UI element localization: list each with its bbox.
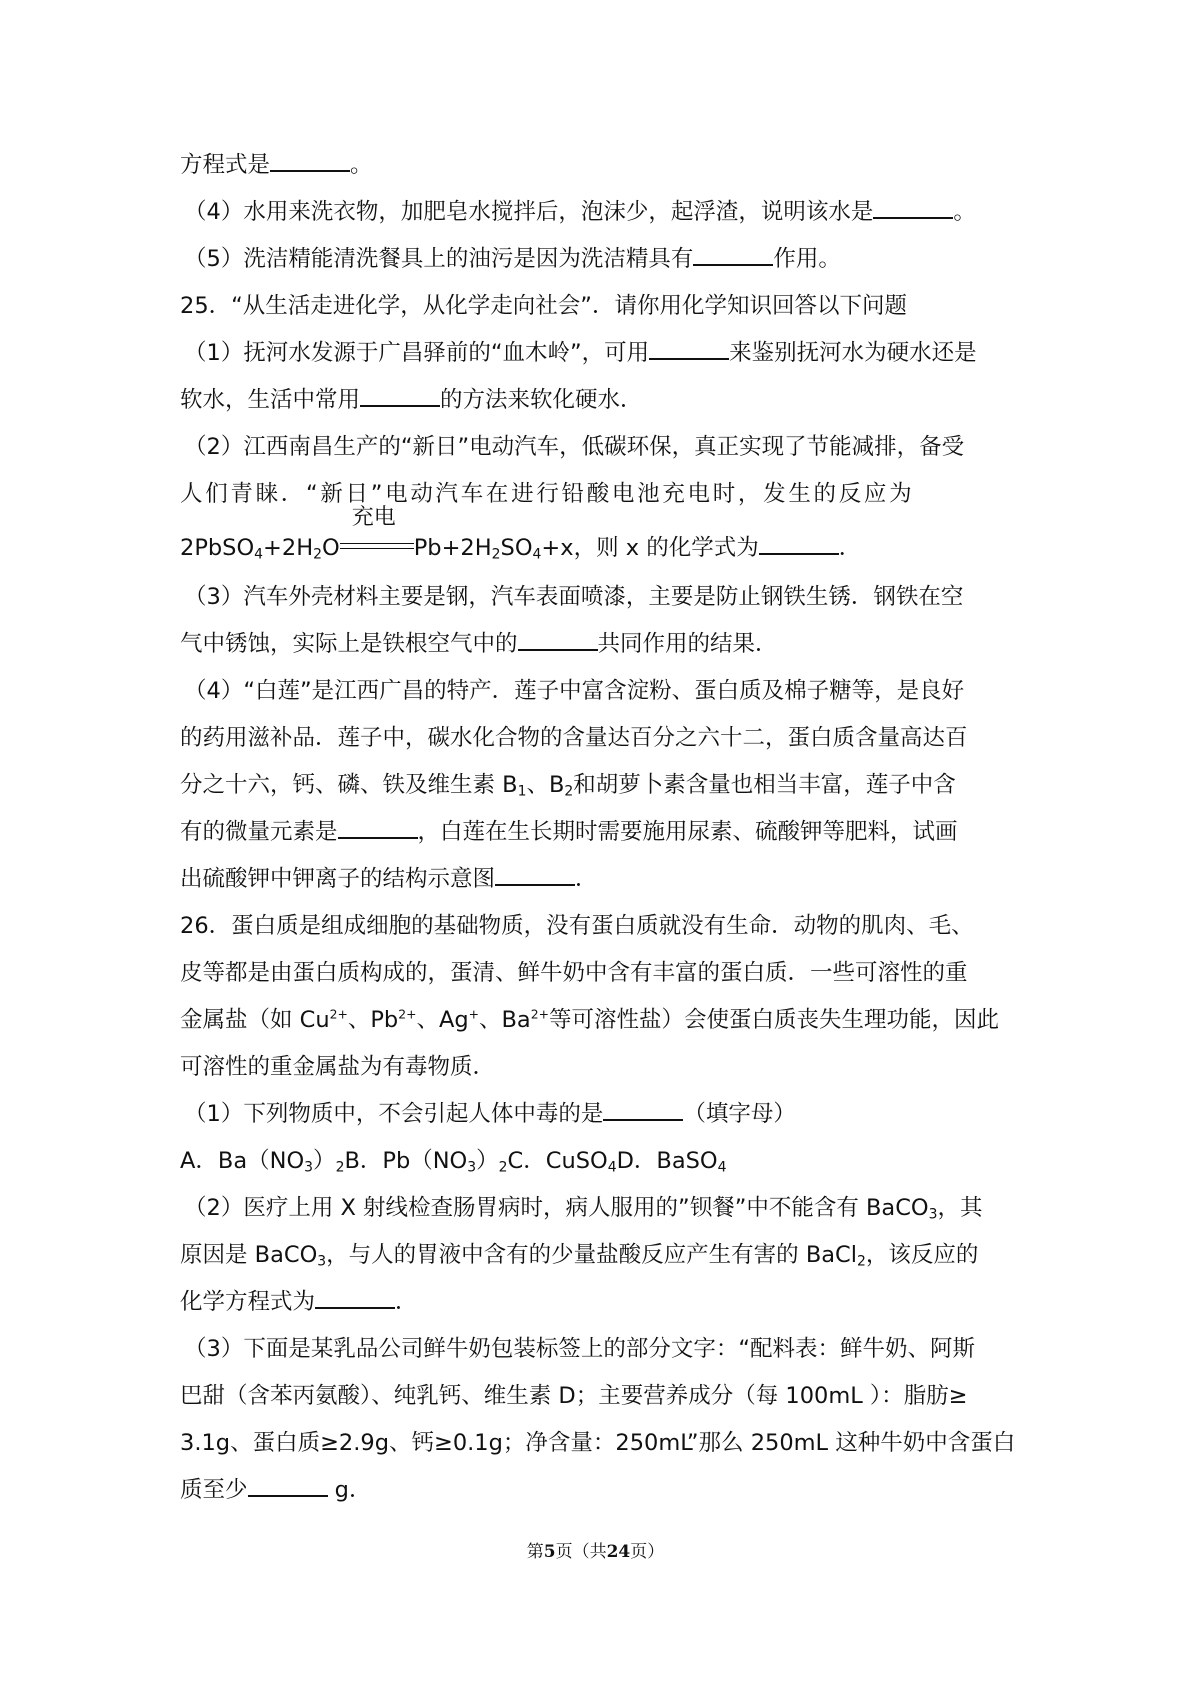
q26-part2: （2）医疗上用 X 射线检查肠胃病时，病人服用的”钡餐”中不能含有 BaCO$_3$，其 [184,1195,983,1223]
q24-continuation: 方程式是 。 [180,142,1020,189]
q26-part2-cont2: 化学方程式为 ． [180,1279,1020,1326]
q25-title: 25．“从生活走进化学，从化学走向社会”．请你用化学知识回答以下问题 [180,293,907,319]
page-total: 24 [606,1542,631,1562]
q25-part2-cont: 人们青睐．“新日”电动汽车在进行铅酸电池充电时，发生的反应为 [180,481,915,507]
answer-blank[interactable] [338,813,418,839]
q26-text3: 金属盐（如 $Cu^{2+}$、$Pb^{2+}$、Ag+、$Ba^{2+}$等可溶性盐）会使蛋白质丧失生理功能，因此 [180,1007,999,1033]
q25-part2: （2）江西南昌生产的“新日”电动汽车，低碳环保，真正实现了节能减排，备受 [184,434,965,460]
page-number: 5 [543,1542,556,1562]
q25-part4-cont1: 的药用滋补品．莲子中，碳水化合物的含量达百分之六十二，蛋白质含量高达百 [180,725,968,751]
q26-part1: （1）下列物质中，不会引起人体中毒的是 （填字母） [180,1091,1020,1138]
q25-part4-cont3: 有的微量元素是 ，白莲在生长期时需要施用尿素、硫酸钾等肥料，试画 [180,809,1020,856]
chemical-equation: $2PbSO_4+2H_2O$ 充电 $Pb+2H_2SO_4+x$，则 x 的化学式为 ． [180,504,862,563]
q25-part4-cont4: 出硫酸钾中钾离子的结构示意图 ． [180,856,1020,903]
answer-blank[interactable] [873,193,953,219]
q26-part3: （3）下面是某乳品公司鲜牛奶包装标签上的部分文字：“配料表：鲜牛奶、阿斯 [184,1336,975,1362]
q25-part1-cont: 软水，生活中常用 的方法来软化硬水． [180,377,1020,424]
answer-blank[interactable] [693,240,773,266]
answer-blank[interactable] [518,625,598,651]
q25-part4: （4）“白莲”是江西广昌的特产．莲子中富含淀粉、蛋白质及棉子糖等，是良好 [184,678,965,704]
q26-part3-cont1: 巴甜（含苯丙氨酸）、纯乳钙、维生素 D；主要营养成分（每 100mL ）：脂肪≥ [180,1383,968,1409]
q26-text2: 皮等都是由蛋白质构成的，蛋清、鲜牛奶中含有丰富的蛋白质．一些可溶性的重 [180,960,968,986]
answer-blank[interactable] [315,1283,395,1309]
q26-text4: 可溶性的重金属盐为有毒物质． [180,1054,496,1080]
page-footer: 第5页（共24页） [526,1542,665,1562]
page-content [180,142,1020,1514]
q24-part5: （5）洗洁精能清洗餐具上的油污是因为洗洁精具有 作用。 [180,236,1020,283]
q26-part2-cont: 原因是 BaCO$_3$，与人的胃液中含有的少量盐酸反应产生有害的 BaCl$_2$，该反应的 [180,1242,979,1270]
answer-blank[interactable] [759,529,839,555]
answer-blank[interactable] [649,334,729,360]
answer-blank[interactable] [360,381,440,407]
answer-blank[interactable] [248,1471,328,1497]
q26-part3-cont3: 质至少 g． [180,1467,1020,1514]
equation-arrow: 充电 [340,539,414,559]
answer-blank[interactable] [495,860,575,886]
q26-title: 26．蛋白质是组成细胞的基础物质，没有蛋白质就没有生命．动物的肌肉、毛、 [180,913,974,939]
q25-part3: （3）汽车外壳材料主要是钢，汽车表面喷漆，主要是防止钢铁生锈．钢铁在空 [184,584,964,610]
answer-blank[interactable] [270,146,350,172]
answer-blank[interactable] [603,1095,683,1121]
q25-part3-cont: 气中锈蚀，实际上是铁根空气中的 共同作用的结果． [180,621,1020,668]
q26-options: A．$Ba(NO_3)_2B$．$Pb(NO_3)_2C$．CuSO$_4$D．BaSO$_4$ [180,1148,727,1176]
q24-part4: （4）水用来洗衣物，加肥皂水搅拌后，泡沫少，起浮渣，说明该水是 。 [180,189,1020,236]
q25-part1: （1）抚河水发源于广昌驿前的“血木岭”，可用 来鉴别抚河水为硬水还是 [180,330,1020,377]
q26-part3-cont2: 3.1g、蛋白质≥2.9g、钙≥0.1g；净含量：250mL”那么 250mL 这种牛奶中含蛋白 [180,1430,1016,1456]
q25-part4-cont2: 分之十六，钙、磷、铁及维生素 $B_1$、$B_2$和胡萝卜素含量也相当丰富，莲子中含 [180,772,956,800]
